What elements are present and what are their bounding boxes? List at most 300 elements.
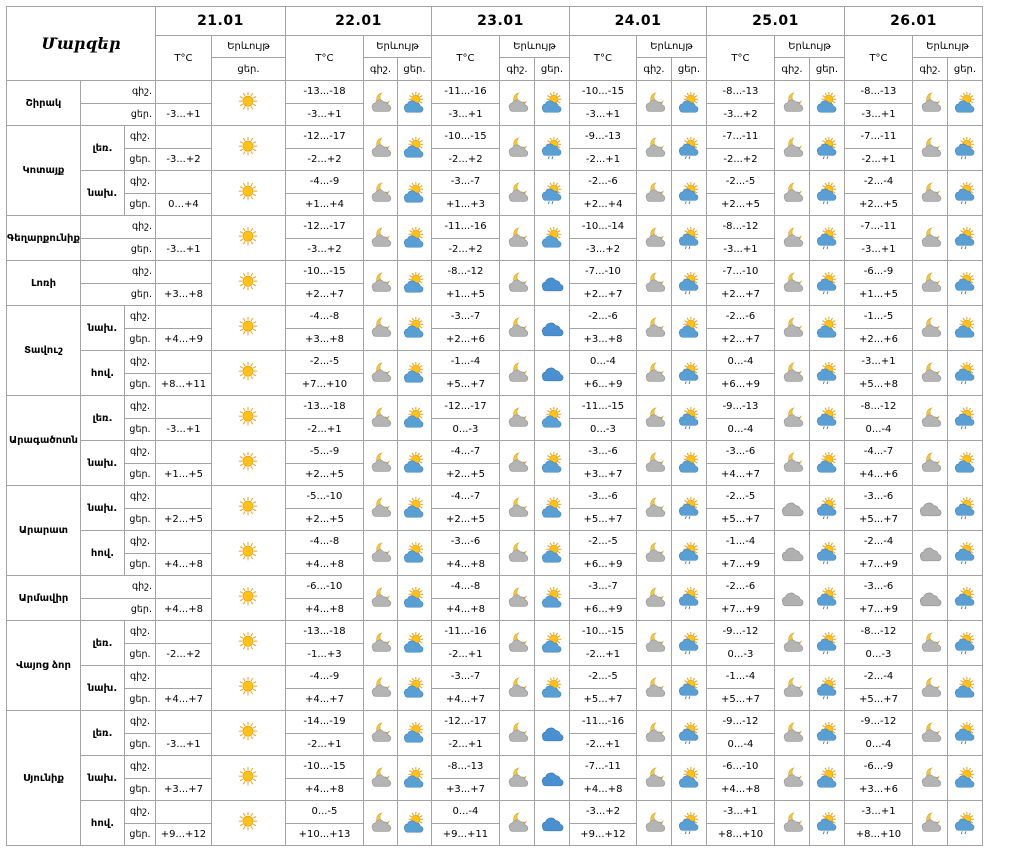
- partly-cloudy-night-icon: [637, 91, 671, 115]
- region-name: Արմավիր: [7, 576, 81, 621]
- weather-icon-cell: [363, 216, 397, 261]
- partly-cloudy-night-icon: [364, 676, 397, 700]
- weather-icon-cell: [363, 666, 397, 711]
- weather-icon-cell: [397, 576, 431, 621]
- partly-cloudy-night-icon: [637, 586, 671, 610]
- temp-day-cell: +2...+5: [285, 508, 363, 531]
- temp-night-cell: -3...+1: [706, 801, 774, 824]
- temp-night-cell: -2...-4: [844, 171, 912, 194]
- weather-icon-cell: [912, 126, 947, 171]
- temp-day-cell: +7...+9: [706, 598, 774, 621]
- temp-day-cell: 0...-4: [706, 733, 774, 756]
- weather-icon-cell: [636, 486, 671, 531]
- temp-day-cell: +2...+5: [155, 508, 211, 531]
- partly-cloudy-rain-icon: [535, 181, 569, 205]
- partly-cloudy-day-icon: [398, 541, 431, 565]
- temp-night-cell: -3...-6: [844, 576, 912, 599]
- temp-day-cell: -3...+1: [285, 103, 363, 126]
- weather-icon-cell: [211, 441, 285, 486]
- temp-day-cell: +7...+10: [285, 373, 363, 396]
- temp-night-cell: -2...-4: [844, 666, 912, 689]
- temp-day-cell: +2...+7: [285, 283, 363, 306]
- weather-icon-cell: [774, 486, 809, 531]
- weather-icon-cell: [774, 441, 809, 486]
- temp-night-cell: [155, 756, 211, 779]
- temp-day-cell: -3...+1: [155, 238, 211, 261]
- night-row: [7, 576, 983, 599]
- period-label: գիշ.: [124, 801, 155, 824]
- temp-day-cell: 0...-4: [844, 733, 912, 756]
- temp-night-cell: -4...-8: [431, 576, 499, 599]
- partly-cloudy-day-icon: [398, 721, 431, 745]
- weather-icon-cell: [211, 711, 285, 756]
- temp-night-cell: -2...-6: [706, 576, 774, 599]
- night-row: [7, 216, 983, 239]
- partly-cloudy-night-icon: [913, 451, 947, 475]
- temp-night-cell: -4...-7: [431, 441, 499, 464]
- partly-cloudy-night-icon: [637, 451, 671, 475]
- temp-night-cell: -2...-5: [706, 486, 774, 509]
- partly-cloudy-day-icon: [810, 91, 844, 115]
- weather-icon-cell: [499, 351, 534, 396]
- subregion-label: նախ.: [80, 441, 124, 486]
- partly-cloudy-rain-icon: [810, 361, 844, 385]
- weather-icon-cell: [534, 621, 569, 666]
- night-row: [7, 441, 983, 464]
- period-label: ցեր.: [124, 328, 155, 351]
- night-row: [7, 171, 983, 194]
- temp-day-cell: +5...+7: [569, 508, 636, 531]
- weather-icon-cell: [499, 261, 534, 306]
- weather-icon-cell: [363, 441, 397, 486]
- period-label: ցեր.: [124, 688, 155, 711]
- temp-night-cell: -13...-18: [285, 396, 363, 419]
- weather-icon-cell: [211, 621, 285, 666]
- temp-night-cell: [155, 576, 211, 599]
- night-row: [7, 801, 983, 824]
- night-period-header: գիշ.: [774, 58, 809, 81]
- weather-icon-cell: [636, 351, 671, 396]
- night-row: [7, 621, 983, 644]
- weather-icon-cell: [211, 81, 285, 126]
- subregion-label: նախ.: [80, 666, 124, 711]
- night-row: [7, 396, 983, 419]
- partly-cloudy-night-icon: [500, 766, 534, 790]
- region-name: Տավուշ: [7, 306, 81, 396]
- weather-icon-cell: [809, 576, 844, 621]
- region-name: Սյունիք: [7, 711, 81, 846]
- temp-night-cell: [155, 666, 211, 689]
- temp-night-cell: -14...-19: [285, 711, 363, 734]
- partly-cloudy-night-icon: [500, 361, 534, 385]
- temp-day-cell: +3...+8: [569, 328, 636, 351]
- temp-day-cell: +4...+8: [431, 553, 499, 576]
- partly-cloudy-rain-icon: [810, 226, 844, 250]
- weather-icon-cell: [636, 711, 671, 756]
- night-row: [7, 756, 983, 779]
- temp-night-cell: -2...-5: [569, 666, 636, 689]
- partly-cloudy-night-icon: [364, 766, 397, 790]
- partly-cloudy-day-icon: [535, 631, 569, 655]
- sun-icon: [212, 406, 285, 430]
- partly-cloudy-night-icon: [500, 496, 534, 520]
- partly-cloudy-day-icon: [948, 316, 982, 340]
- temp-night-cell: -12...-17: [431, 711, 499, 734]
- phenomena-header: Երևույթ: [636, 36, 706, 58]
- weather-icon-cell: [636, 81, 671, 126]
- partly-cloudy-rain-icon: [672, 496, 706, 520]
- weather-icon-cell: [636, 621, 671, 666]
- weather-icon-cell: [397, 441, 431, 486]
- partly-cloudy-rain-icon: [672, 226, 706, 250]
- weather-icon-cell: [912, 531, 947, 576]
- weather-icon-cell: [534, 801, 569, 846]
- partly-cloudy-night-icon: [637, 181, 671, 205]
- weather-icon-cell: [774, 801, 809, 846]
- temp-day-cell: +9...+12: [569, 823, 636, 846]
- temp-night-cell: -1...-4: [431, 351, 499, 374]
- forecast-container: [6, 6, 983, 846]
- temp-day-cell: +4...+8: [285, 553, 363, 576]
- weather-icon-cell: [671, 81, 706, 126]
- partly-cloudy-night-icon: [775, 226, 809, 250]
- temp-day-cell: +4...+8: [155, 553, 211, 576]
- night-row: [7, 81, 983, 104]
- temp-day-cell: +8...+10: [706, 823, 774, 846]
- partly-cloudy-rain-icon: [535, 136, 569, 160]
- temp-night-cell: 0...-4: [431, 801, 499, 824]
- temp-night-cell: [155, 261, 211, 284]
- partly-cloudy-night-icon: [364, 631, 397, 655]
- partly-cloudy-night-icon: [637, 496, 671, 520]
- partly-cloudy-night-icon: [913, 766, 947, 790]
- partly-cloudy-night-icon: [637, 361, 671, 385]
- partly-cloudy-night-icon: [775, 361, 809, 385]
- partly-cloudy-night-icon: [364, 271, 397, 295]
- date-header: 21.01: [155, 7, 285, 36]
- period-label: ցեր.: [80, 238, 155, 261]
- partly-cloudy-night-icon: [364, 451, 397, 475]
- temp-day-cell: +6...+9: [569, 598, 636, 621]
- period-label: ցեր.: [124, 508, 155, 531]
- phenomena-header: Երևույթ: [912, 36, 982, 58]
- night-period-header: գիշ.: [912, 58, 947, 81]
- weather-icon-cell: [534, 171, 569, 216]
- temp-day-cell: +8...+10: [844, 823, 912, 846]
- temp-night-cell: 0...-4: [569, 351, 636, 374]
- temp-night-cell: -4...-8: [285, 306, 363, 329]
- temp-night-cell: -3...-7: [569, 576, 636, 599]
- overcast-cloud-icon: [775, 496, 809, 520]
- weather-icon-cell: [397, 81, 431, 126]
- weather-icon-cell: [809, 531, 844, 576]
- temp-day-cell: -2...+1: [569, 733, 636, 756]
- partly-cloudy-day-icon: [535, 541, 569, 565]
- subregion-label: նախ.: [80, 171, 124, 216]
- partly-cloudy-night-icon: [364, 181, 397, 205]
- weather-icon-cell: [363, 711, 397, 756]
- header-regions-title: Մարզեր: [7, 7, 156, 81]
- partly-cloudy-night-icon: [637, 271, 671, 295]
- weather-icon-cell: [397, 531, 431, 576]
- partly-cloudy-rain-icon: [948, 496, 982, 520]
- partly-cloudy-rain-icon: [948, 361, 982, 385]
- subregion-label: հով.: [80, 801, 124, 846]
- temp-day-cell: +2...+6: [431, 328, 499, 351]
- temp-night-cell: 0...-5: [285, 801, 363, 824]
- weather-icon-cell: [211, 486, 285, 531]
- weather-icon-cell: [499, 171, 534, 216]
- subregion-label: նախ.: [80, 306, 124, 351]
- temp-night-cell: -7...-10: [569, 261, 636, 284]
- weather-icon-cell: [912, 711, 947, 756]
- temp-night-cell: -4...-8: [285, 531, 363, 554]
- cloud-icon: [535, 766, 569, 790]
- sun-icon: [212, 541, 285, 565]
- weather-icon-cell: [499, 396, 534, 441]
- temp-day-cell: +4...+6: [844, 463, 912, 486]
- weather-icon-cell: [912, 351, 947, 396]
- weather-icon-cell: [397, 351, 431, 396]
- partly-cloudy-rain-icon: [948, 271, 982, 295]
- temp-night-cell: -11...-16: [431, 216, 499, 239]
- temp-night-cell: [155, 351, 211, 374]
- partly-cloudy-rain-icon: [948, 631, 982, 655]
- weather-icon-cell: [774, 351, 809, 396]
- temp-day-cell: +5...+8: [844, 373, 912, 396]
- subregion-label: նախ.: [80, 486, 124, 531]
- partly-cloudy-day-icon: [398, 181, 431, 205]
- partly-cloudy-night-icon: [364, 91, 397, 115]
- weather-icon-cell: [809, 261, 844, 306]
- partly-cloudy-night-icon: [364, 586, 397, 610]
- weather-icon-cell: [636, 666, 671, 711]
- partly-cloudy-night-icon: [364, 496, 397, 520]
- partly-cloudy-day-icon: [398, 766, 431, 790]
- temp-night-cell: -3...+1: [844, 801, 912, 824]
- weather-icon-cell: [912, 216, 947, 261]
- period-label: ցեր.: [124, 373, 155, 396]
- partly-cloudy-night-icon: [364, 406, 397, 430]
- partly-cloudy-night-icon: [775, 451, 809, 475]
- weather-icon-cell: [363, 171, 397, 216]
- temp-night-cell: -7...-11: [569, 756, 636, 779]
- partly-cloudy-rain-icon: [672, 721, 706, 745]
- overcast-cloud-icon: [775, 541, 809, 565]
- weather-icon-cell: [671, 441, 706, 486]
- partly-cloudy-night-icon: [775, 91, 809, 115]
- partly-cloudy-rain-icon: [810, 271, 844, 295]
- weather-icon-cell: [809, 81, 844, 126]
- partly-cloudy-day-icon: [535, 496, 569, 520]
- temp-day-cell: -3...+1: [569, 103, 636, 126]
- temp-night-cell: -4...-9: [285, 666, 363, 689]
- weather-icon-cell: [947, 306, 982, 351]
- partly-cloudy-rain-icon: [810, 541, 844, 565]
- partly-cloudy-day-icon: [398, 226, 431, 250]
- temp-night-cell: -9...-12: [706, 621, 774, 644]
- temp-night-cell: -11...-16: [431, 621, 499, 644]
- region-name: Կոտայք: [7, 126, 81, 216]
- weather-icon-cell: [211, 531, 285, 576]
- weather-icon-cell: [211, 396, 285, 441]
- weather-icon-cell: [534, 441, 569, 486]
- weather-icon-cell: [947, 441, 982, 486]
- weather-icon-cell: [397, 216, 431, 261]
- partly-cloudy-night-icon: [500, 406, 534, 430]
- partly-cloudy-night-icon: [913, 136, 947, 160]
- weather-icon-cell: [636, 171, 671, 216]
- weather-icon-cell: [809, 621, 844, 666]
- temp-night-cell: [155, 486, 211, 509]
- weather-icon-cell: [534, 351, 569, 396]
- partly-cloudy-day-icon: [948, 766, 982, 790]
- weather-icon-cell: [534, 711, 569, 756]
- period-label: ցեր.: [124, 733, 155, 756]
- weather-icon-cell: [534, 666, 569, 711]
- subregion-label: լեռ.: [80, 396, 124, 441]
- weather-icon-cell: [534, 81, 569, 126]
- weather-icon-cell: [671, 306, 706, 351]
- weather-icon-cell: [534, 576, 569, 621]
- temp-night-cell: -11...-16: [431, 81, 499, 104]
- temp-day-cell: +2...+5: [431, 508, 499, 531]
- sun-icon: [212, 136, 285, 160]
- temp-day-cell: -3...+1: [706, 238, 774, 261]
- sun-icon: [212, 766, 285, 790]
- weather-icon-cell: [499, 441, 534, 486]
- partly-cloudy-rain-icon: [810, 406, 844, 430]
- temp-night-cell: -11...-16: [569, 711, 636, 734]
- period-label: ցեր.: [124, 148, 155, 171]
- weather-icon-cell: [947, 216, 982, 261]
- temp-night-cell: -8...-12: [844, 396, 912, 419]
- phenomena-header: Երևույթ: [774, 36, 844, 58]
- weather-icon-cell: [912, 756, 947, 801]
- weather-icon-cell: [636, 306, 671, 351]
- temp-day-cell: +10...+13: [285, 823, 363, 846]
- subregion-label: լեռ.: [80, 621, 124, 666]
- temp-day-cell: -2...+2: [431, 148, 499, 171]
- temp-night-cell: -13...-18: [285, 621, 363, 644]
- temp-day-cell: +5...+7: [706, 508, 774, 531]
- weather-icon-cell: [211, 756, 285, 801]
- partly-cloudy-day-icon: [672, 91, 706, 115]
- weather-icon-cell: [809, 756, 844, 801]
- temp-night-cell: -10...-15: [285, 756, 363, 779]
- weather-icon-cell: [671, 801, 706, 846]
- weather-icon-cell: [636, 396, 671, 441]
- temp-night-cell: -10...-15: [285, 261, 363, 284]
- partly-cloudy-rain-icon: [948, 226, 982, 250]
- partly-cloudy-night-icon: [637, 226, 671, 250]
- region-name: Արարատ: [7, 486, 81, 576]
- phenomena-header: Երևույթ: [363, 36, 431, 58]
- weather-icon-cell: [397, 126, 431, 171]
- subregion-label: լեռ.: [80, 711, 124, 756]
- temp-day-cell: 0...+4: [155, 193, 211, 216]
- partly-cloudy-night-icon: [775, 811, 809, 835]
- partly-cloudy-night-icon: [637, 811, 671, 835]
- temp-day-cell: +4...+7: [285, 688, 363, 711]
- weather-icon-cell: [671, 261, 706, 306]
- temp-day-cell: -1...+3: [285, 643, 363, 666]
- temp-night-cell: [155, 171, 211, 194]
- period-label: ցեր.: [124, 193, 155, 216]
- partly-cloudy-night-icon: [364, 361, 397, 385]
- night-period-header: գիշ.: [499, 58, 534, 81]
- weather-icon-cell: [636, 576, 671, 621]
- partly-cloudy-night-icon: [500, 181, 534, 205]
- day-period-header: ցեր.: [671, 58, 706, 81]
- temp-night-cell: [155, 126, 211, 149]
- temp-day-cell: -2...+1: [285, 418, 363, 441]
- temp-day-cell: -3...+1: [431, 103, 499, 126]
- phenomena-header: Երևույթ: [499, 36, 569, 58]
- temp-day-cell: +2...+5: [706, 193, 774, 216]
- weather-icon-cell: [499, 216, 534, 261]
- partly-cloudy-night-icon: [637, 406, 671, 430]
- weather-icon-cell: [809, 711, 844, 756]
- date-header: 22.01: [285, 7, 431, 36]
- weather-icon-cell: [363, 306, 397, 351]
- weather-icon-cell: [397, 396, 431, 441]
- night-row: [7, 666, 983, 689]
- overcast-cloud-icon: [913, 586, 947, 610]
- weather-icon-cell: [912, 306, 947, 351]
- temp-day-cell: +9...+11: [431, 823, 499, 846]
- weather-icon-cell: [363, 576, 397, 621]
- weather-icon-cell: [499, 756, 534, 801]
- weather-icon-cell: [912, 441, 947, 486]
- weather-icon-cell: [947, 531, 982, 576]
- weather-icon-cell: [363, 486, 397, 531]
- partly-cloudy-night-icon: [500, 811, 534, 835]
- partly-cloudy-night-icon: [913, 676, 947, 700]
- partly-cloudy-rain-icon: [810, 721, 844, 745]
- temp-day-cell: +6...+9: [706, 373, 774, 396]
- weather-icon-cell: [947, 126, 982, 171]
- weather-icon-cell: [363, 801, 397, 846]
- sun-icon: [212, 181, 285, 205]
- temp-header: T°C: [431, 36, 499, 81]
- partly-cloudy-day-icon: [948, 676, 982, 700]
- weather-icon-cell: [534, 306, 569, 351]
- partly-cloudy-rain-icon: [672, 181, 706, 205]
- partly-cloudy-rain-icon: [810, 631, 844, 655]
- weather-icon-cell: [947, 396, 982, 441]
- weather-icon-cell: [363, 756, 397, 801]
- overcast-cloud-icon: [913, 541, 947, 565]
- temp-night-cell: -3...-6: [706, 441, 774, 464]
- weather-icon-cell: [499, 531, 534, 576]
- temp-day-cell: +1...+5: [844, 283, 912, 306]
- temp-night-cell: -2...-4: [844, 531, 912, 554]
- temp-night-cell: -12...-17: [431, 396, 499, 419]
- weather-icon-cell: [363, 396, 397, 441]
- temp-night-cell: -7...-11: [844, 126, 912, 149]
- weather-icon-cell: [636, 801, 671, 846]
- temp-day-cell: +5...+7: [844, 508, 912, 531]
- partly-cloudy-day-icon: [672, 766, 706, 790]
- weather-icon-cell: [947, 621, 982, 666]
- temp-night-cell: -2...-6: [569, 306, 636, 329]
- partly-cloudy-night-icon: [637, 766, 671, 790]
- partly-cloudy-rain-icon: [810, 811, 844, 835]
- temp-day-cell: +6...+9: [569, 553, 636, 576]
- temp-night-cell: -9...-12: [706, 711, 774, 734]
- temp-header: T°C: [155, 36, 211, 81]
